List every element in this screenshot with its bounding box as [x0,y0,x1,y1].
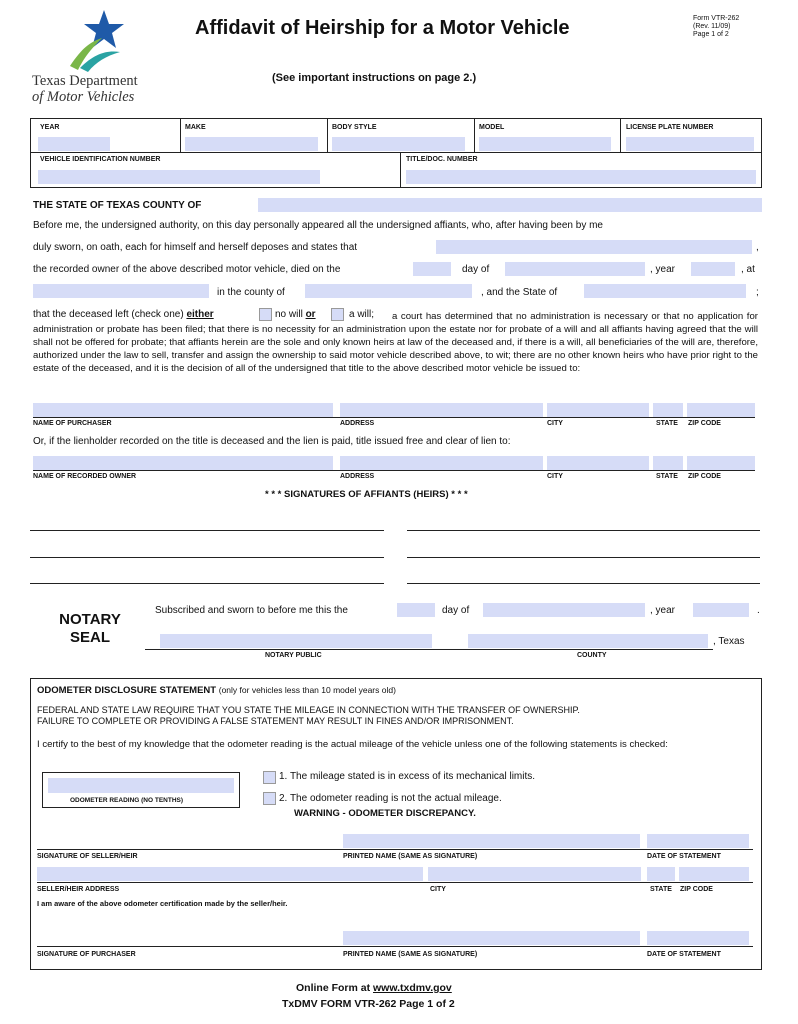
option2-text: 2. The odometer reading is not the actual mileage. [279,793,502,804]
warning-text: WARNING - ODOMETER DISCREPANCY. [294,808,476,819]
label-owner-name: NAME OF RECORDED OWNER [33,473,137,480]
online-form-line [296,982,452,994]
label-purchaser-signature: SIGNATURE OF PURCHASER [37,951,136,958]
label-seller-city: CITY [430,886,446,893]
seller-state-field[interactable] [647,867,675,881]
death-month-field[interactable] [505,262,645,276]
notary-county-field[interactable] [468,634,708,648]
affiant-signature-line-3[interactable] [30,583,384,584]
either-label: either [186,309,214,320]
death-place-field[interactable] [33,284,209,298]
model-field[interactable] [479,137,611,151]
label-seller-state: STATE [650,886,672,893]
label-owner-city: CITY [547,473,563,480]
label-seller-printed-name: PRINTED NAME (SAME AS SIGNATURE) [343,853,478,860]
county-field[interactable] [258,198,762,212]
plate-field[interactable] [626,137,754,151]
seller-city-field[interactable] [428,867,641,881]
year-text: , year [650,264,676,275]
at-text: , at [741,264,755,275]
label-purchaser-name: NAME OF PURCHASER [33,420,112,427]
notary-year-field[interactable] [693,603,749,617]
option1-text: 1. The mileage stated is in excess of its mechanical limits. [279,771,536,782]
label-vin: VEHICLE IDENTIFICATION NUMBER [40,156,161,163]
mileage-exceeds-checkbox[interactable] [263,771,276,784]
label-seller-zip: ZIP CODE [680,886,713,893]
aware-text: I am aware of the above odometer certification made by the seller/heir. [37,899,288,908]
label-purchaser-date: DATE OF STATEMENT [647,951,721,958]
semicolon-text: ; [756,287,759,298]
death-state-field[interactable] [584,284,746,298]
purchaser-date-field[interactable] [647,931,749,945]
form-page: Page 1 of 2 [693,31,729,38]
federal-line2: FAILURE TO COMPLETE OR PROVIDING A FALSE STATEMENT MAY RESULT IN FINES AND/OR IMPRISONMENT. [37,716,514,726]
seller-printed-name-field[interactable] [343,834,640,848]
comma-text: , [756,242,759,253]
agency-name [32,73,172,105]
title-no-field[interactable] [406,170,756,184]
star-icon [84,10,124,48]
death-county-field[interactable] [305,284,472,298]
heirship-statement [33,310,758,375]
odometer-heading-row [37,685,396,696]
owner-name-field[interactable] [33,456,333,470]
label-plate: LICENSE PLATE NUMBER [626,124,714,131]
agency-line2: of Motor Vehicles [32,89,135,105]
odometer-reading-field[interactable] [48,778,234,793]
label-purchaser-city: CITY [547,420,563,427]
subscribed-text: Subscribed and sworn to before me this the [155,605,348,616]
seller-zip-field[interactable] [679,867,749,881]
form-number: Form VTR-262 [693,15,740,22]
recorded-owner-text: the recorded owner of the above described motor vehicle, died on the [33,264,341,275]
federal-line1: FEDERAL AND STATE LAW REQUIRE THAT YOU STATE THE MILEAGE IN CONNECTION WITH THE TRANSFER OF OWNERSHIP. [37,705,580,715]
notary-public-field[interactable] [160,634,432,648]
owner-city-field[interactable] [547,456,649,470]
duly-sworn-text: duly sworn, on oath, each for himself and herself deposes and states that [33,242,358,253]
deceased-name-field[interactable] [436,240,752,254]
seller-signature-line[interactable] [37,849,753,850]
purchaser-address-field[interactable] [340,403,543,417]
odometer-heading: ODOMETER DISCLOSURE STATEMENT [37,685,217,696]
purchaser-name-field[interactable] [33,403,333,417]
form-footer: TxDMV FORM VTR-262 Page 1 of 2 [282,998,455,1010]
agency-logo [60,8,140,72]
owner-address-field[interactable] [340,456,543,470]
online-form-prefix: Online Form at [296,982,374,994]
death-day-field[interactable] [413,262,451,276]
and-state-text: , and the State of [481,287,558,298]
owner-zip-field[interactable] [687,456,755,470]
odometer-heading-note: (only for vehicles less than 10 model years old) [218,685,396,695]
label-year: YEAR [40,124,60,131]
form-title: Affidavit of Heirship for a Motor Vehicle [195,17,570,39]
vin-field[interactable] [38,170,320,184]
deceased-left-label: that the deceased left (check one) [33,309,184,320]
notary-day-of-text: day of [442,605,470,616]
label-owner-zip: ZIP CODE [688,473,721,480]
a-will-label: a will; [349,309,375,320]
purchaser-state-field[interactable] [653,403,683,417]
label-owner-state: STATE [656,473,678,480]
death-year-field[interactable] [691,262,735,276]
online-form-link[interactable]: www.txdmv.gov [373,982,452,994]
label-title-no: TITLE/DOC. NUMBER [406,156,478,163]
form-subtitle: (See important instructions on page 2.) [272,72,477,84]
label-purchaser-state: STATE [656,420,678,427]
label-seller-signature: SIGNATURE OF SELLER/HEIR [37,853,138,860]
label-purchaser-address: ADDRESS [340,420,375,427]
not-actual-mileage-checkbox[interactable] [263,792,276,805]
agency-line1: Texas Department [32,73,138,89]
affiant-signature-line-2[interactable] [30,557,384,558]
lienholder-text: Or, if the lienholder recorded on the title is deceased and the lien is paid, title issued free and clear of lien to: [33,436,511,447]
notary-year-text: , year [650,605,676,616]
label-purchaser-printed-name: PRINTED NAME (SAME AS SIGNATURE) [343,951,478,958]
label-purchaser-zip: ZIP CODE [688,420,721,427]
texas-text: , Texas [713,636,745,647]
in-county-text: in the county of [217,287,285,298]
label-notary-public: NOTARY PUBLIC [265,652,322,659]
year-field[interactable] [38,137,110,151]
notary-month-field[interactable] [483,603,645,617]
label-seller-address: SELLER/HEIR ADDRESS [37,886,120,893]
label-notary-county: COUNTY [577,652,607,659]
affiant-signature-line-6[interactable] [407,583,760,584]
purchaser-signature-line[interactable] [37,946,753,947]
purchaser-printed-name-field[interactable] [343,931,640,945]
form-number-block [693,15,739,39]
affiant-signature-line-4[interactable] [407,530,760,531]
body-style-field[interactable] [332,137,465,151]
heirship-statement-text: a court has determined that no administration is necessary or that no application for administration or probate has been filed; that there is no necessity for an administration upon the estate nor for probate of a will and all affiants having agreed that the will shall not be offered for probate; that affiants herein are the sole and only known heirs at law of the deceased and, if there is a will, all beneficiaries of the will are, therefore, authorized under the law to sell, transfer and assign the ownership to said motor vehicle described above, to wit; there are no other known heirs who have prior right to the estate of the deceased, and it is the decision of all of the undersigned that title to the above described motor vehicle be issued to: [33,311,758,374]
seller-address-field[interactable] [37,867,423,881]
label-model: MODEL [479,124,505,131]
affiant-signature-line-1[interactable] [30,530,384,531]
purchaser-zip-field[interactable] [687,403,755,417]
label-owner-address: ADDRESS [340,473,375,480]
state-county-label: THE STATE OF TEXAS COUNTY OF [33,200,202,211]
affiant-signature-line-5[interactable] [407,557,760,558]
label-seller-date: DATE OF STATEMENT [647,853,721,860]
label-odometer-reading: ODOMETER READING (NO TENTHS) [70,797,184,804]
notary-seal [50,611,130,647]
notary-day-field[interactable] [397,603,435,617]
label-make: MAKE [185,124,206,131]
no-will-label: no will [275,309,303,320]
purchaser-city-field[interactable] [547,403,649,417]
certify-text: I certify to the best of my knowledge that the odometer reading is the actual mileage of the vehicle unless one of the following statements is checked: [37,739,668,750]
notary-seal-line2: SEAL [69,629,110,646]
owner-state-field[interactable] [653,456,683,470]
notary-period-text: . [757,605,760,616]
federal-warning [37,705,580,727]
form-rev: (Rev. 11/09) [693,23,731,30]
seller-date-field[interactable] [647,834,749,848]
make-field[interactable] [185,137,318,151]
day-of-text: day of [462,264,490,275]
before-me-text: Before me, the undersigned authority, on this day personally appeared all the undersigned affiants, who, after having been by me [33,220,603,231]
label-body-style: BODY STYLE [332,124,377,131]
signatures-heading: * * * SIGNATURES OF AFFIANTS (HEIRS) * * * [265,489,468,500]
notary-seal-line1: NOTARY [59,611,121,628]
or-label: or [305,309,316,320]
